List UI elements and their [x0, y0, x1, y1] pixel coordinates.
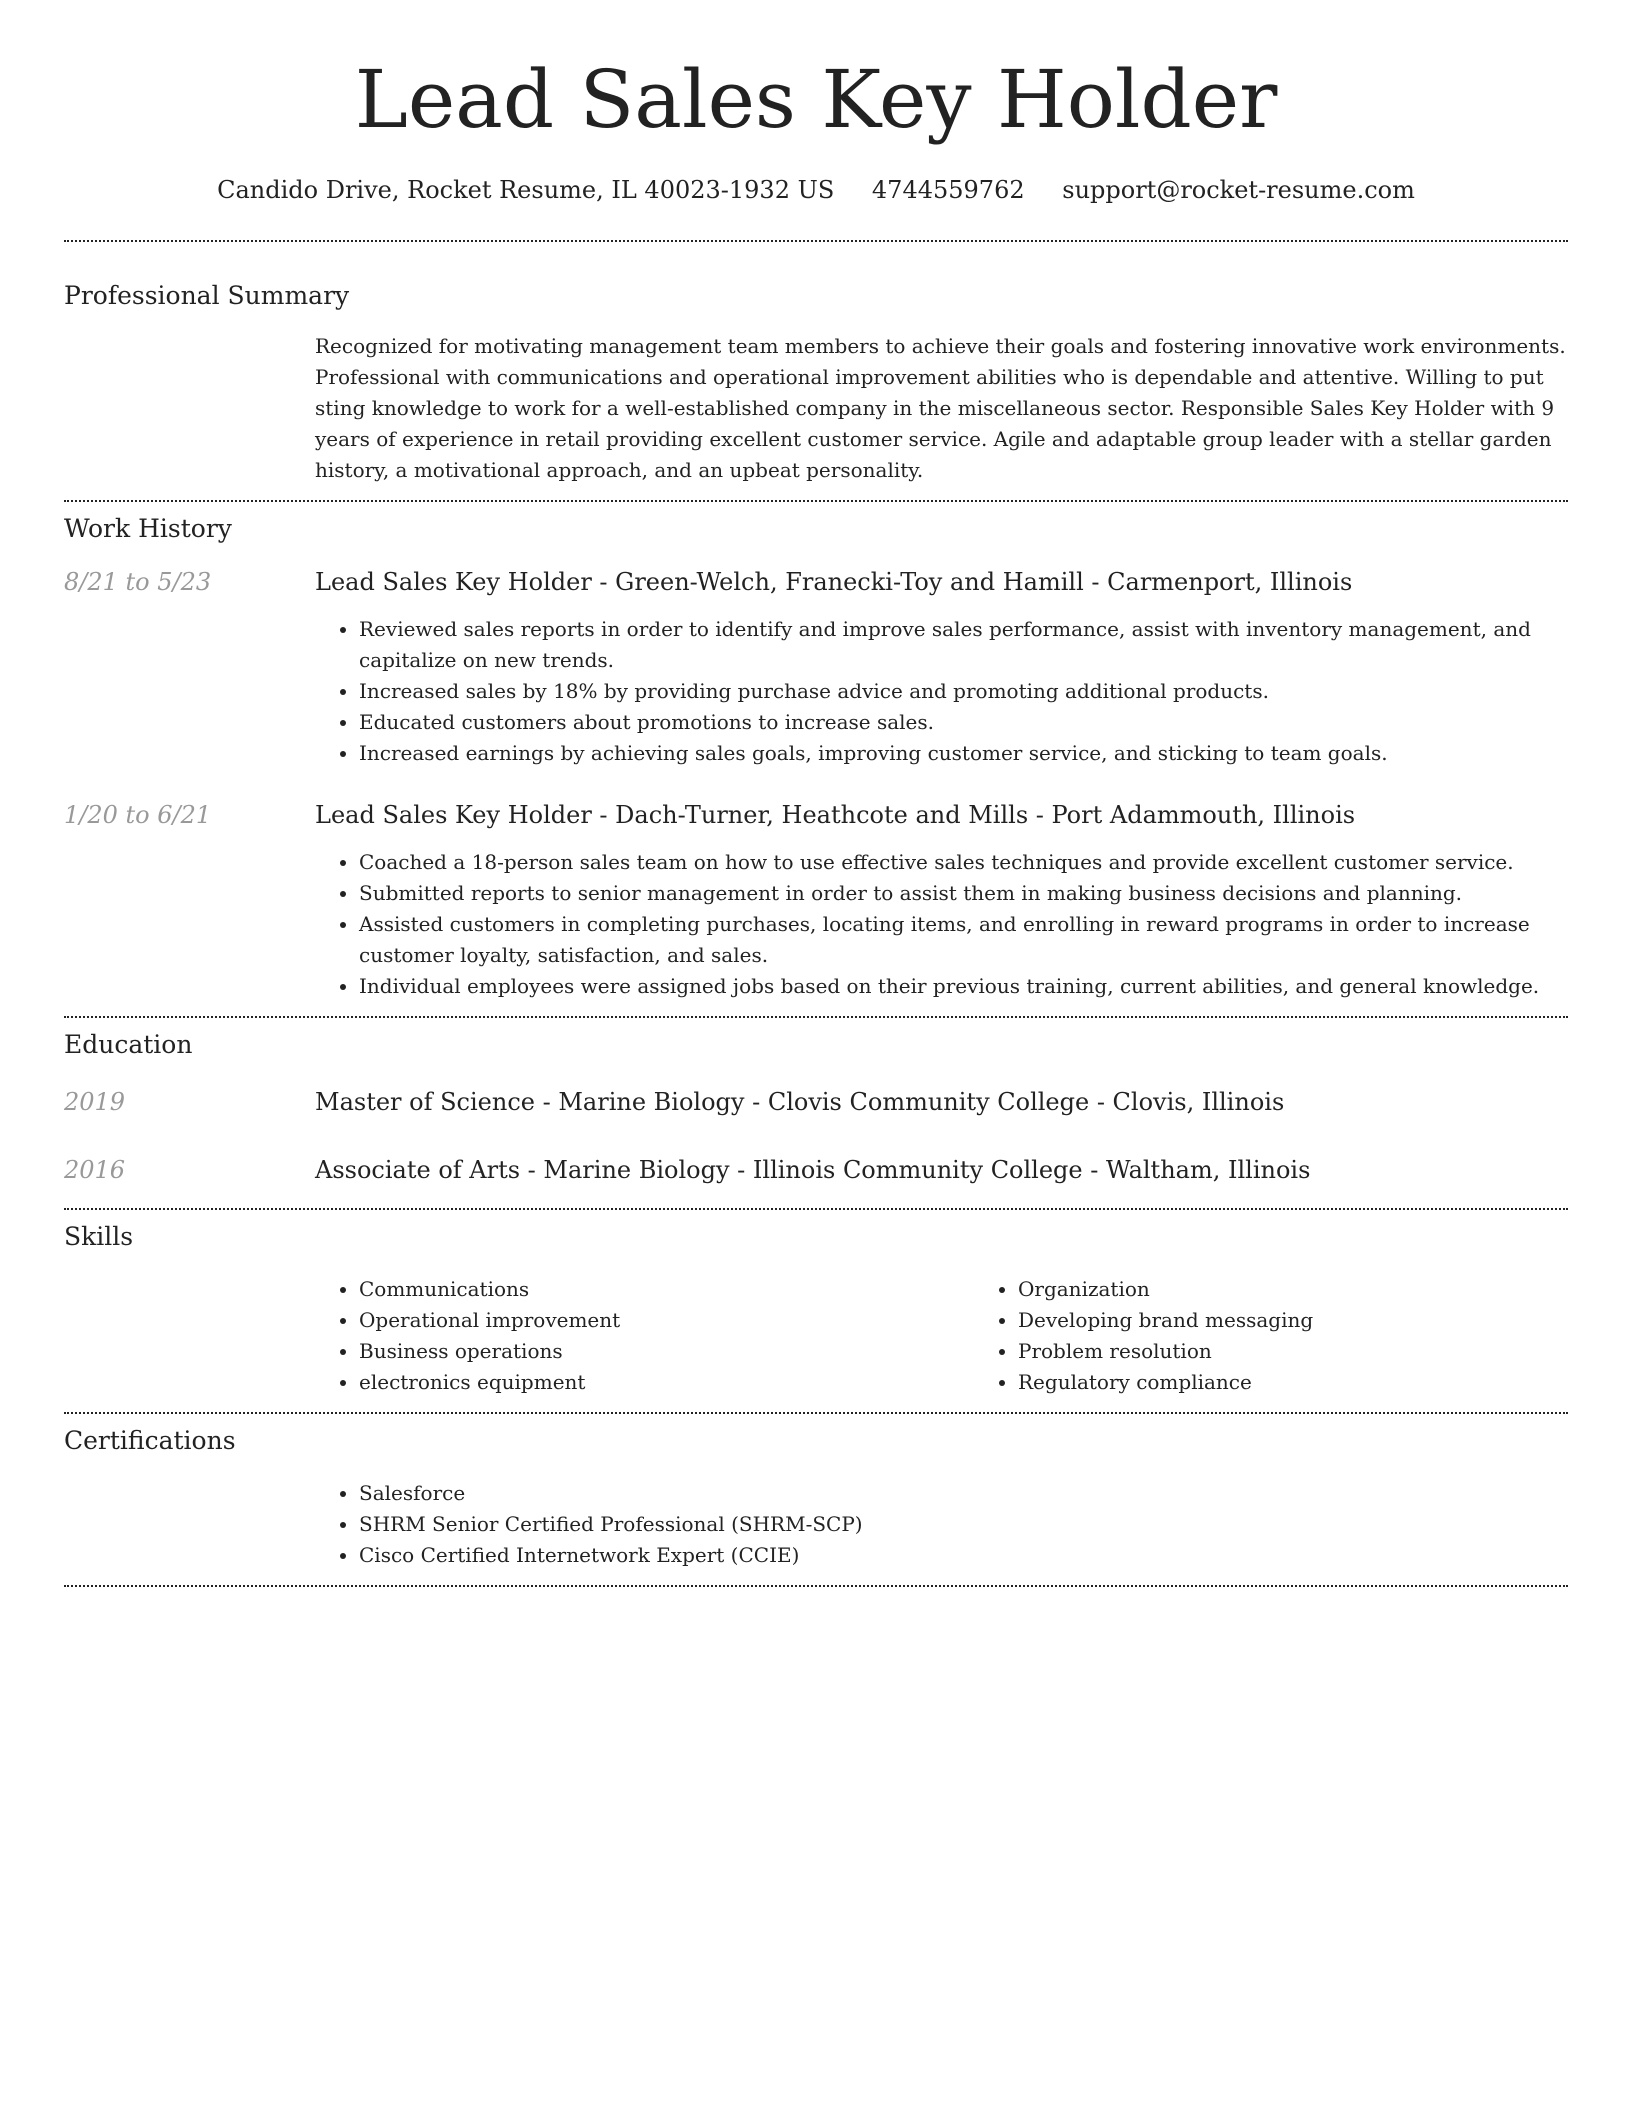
- education-heading: Master of Science - Marine Biology - Clovis Community College - Clovis, Illinois: [315, 1088, 1285, 1116]
- resume-name: Lead Sales Key Holder: [354, 53, 1278, 146]
- contact-line: [64, 174, 1568, 206]
- certifications-list: [315, 1478, 1568, 1571]
- skills-left-spacer: [64, 1274, 315, 1398]
- education-section: [64, 1018, 1568, 1186]
- list-item: • electronics equipment: [359, 1367, 974, 1398]
- job-bullets: [315, 847, 1568, 1002]
- list-item: • Increased earnings by achieving sales goals, improving customer service, and sticking to team goals.: [359, 738, 1568, 769]
- contact-address: Candido Drive, Rocket Resume, IL 40023-1932 US: [217, 176, 835, 204]
- summary-section: [64, 242, 1568, 486]
- job-entry: [64, 799, 1568, 1002]
- contact-phone: 4744559762: [871, 176, 1025, 204]
- job-bullets: [315, 614, 1568, 769]
- skills-section: [64, 1210, 1568, 1398]
- contact-email: support@rocket-resume.com: [1062, 176, 1415, 204]
- summary-section-title: Professional Summary: [64, 281, 350, 310]
- work-history-section-title: Work History: [64, 514, 232, 543]
- education-heading: Associate of Arts - Marine Biology - Illinois Community College - Waltham, Illinois: [315, 1156, 1311, 1184]
- list-item: • Developing brand messaging: [1018, 1305, 1632, 1336]
- certifications-section: [64, 1414, 1568, 1571]
- list-item: • Salesforce: [359, 1478, 1568, 1509]
- list-item: • Reviewed sales reports in order to identify and improve sales performance, assist with inventory management, and capitalize on new trends.: [359, 614, 1568, 676]
- list-item: • Operational improvement: [359, 1305, 974, 1336]
- certifications-left-spacer: [64, 1478, 315, 1571]
- list-item: • Educated customers about promotions to increase sales.: [359, 707, 1568, 738]
- job-heading: Lead Sales Key Holder - Dach-Turner, Heathcote and Mills - Port Adammouth, Illinois: [315, 801, 1356, 829]
- list-item: • Assisted customers in completing purchases, locating items, and enrolling in reward programs in order to increase customer loyalty, satisfaction, and sales.: [359, 909, 1568, 971]
- list-item: • SHRM Senior Certified Professional (SHRM-SCP): [359, 1509, 1568, 1540]
- job-heading: Lead Sales Key Holder - Green-Welch, Franecki-Toy and Hamill - Carmenport, Illinois: [315, 568, 1353, 596]
- certifications-section-title: Certifications: [64, 1426, 236, 1455]
- list-item: • Cisco Certified Internetwork Expert (CCIE): [359, 1540, 1568, 1571]
- list-item: • Problem resolution: [1018, 1336, 1632, 1367]
- list-item: • Regulatory compliance: [1018, 1367, 1632, 1398]
- work-history-section: [64, 502, 1568, 1002]
- list-item: • Submitted reports to senior management in order to assist them in making business decisions and planning.: [359, 878, 1568, 909]
- job-dates: 8/21 to 5/23: [64, 568, 212, 596]
- education-year: 2019: [64, 1088, 126, 1116]
- list-item: • Communications: [359, 1274, 974, 1305]
- skills-list-left: [315, 1274, 974, 1398]
- section-divider: [64, 1585, 1568, 1587]
- skills-list-right: [974, 1274, 1632, 1398]
- resume-page: [64, 0, 1568, 1587]
- education-entry: [64, 1086, 1568, 1118]
- list-item: • Organization: [1018, 1274, 1632, 1305]
- skills-section-title: Skills: [64, 1222, 134, 1251]
- education-section-title: Education: [64, 1030, 193, 1059]
- list-item: • Business operations: [359, 1336, 974, 1367]
- list-item: • Individual employees were assigned jobs based on their previous training, current abilities, and general knowledge.: [359, 971, 1568, 1002]
- list-item: • Increased sales by 18% by providing purchase advice and promoting additional products.: [359, 676, 1568, 707]
- summary-left-spacer: [64, 331, 315, 486]
- summary-text: Recognized for motivating management team members to achieve their goals and fostering innovative work environments. Professional with communications and operational improvement abilities who is dependable and attentive. Willing to put sting knowledge to work for a well-established company in the miscellaneous sector. Responsible Sales Key Holder with 9 years of experience in retail providing excellent customer service. Agile and adaptable group leader with a stellar garden history, a motivational approach, and an upbeat personality.: [315, 334, 1566, 482]
- job-dates: 1/20 to 6/21: [64, 801, 212, 829]
- list-item: • Coached a 18-person sales team on how to use effective sales techniques and provide excellent customer service.: [359, 847, 1568, 878]
- education-year: 2016: [64, 1156, 126, 1184]
- job-entry: [64, 566, 1568, 769]
- education-entry: [64, 1154, 1568, 1186]
